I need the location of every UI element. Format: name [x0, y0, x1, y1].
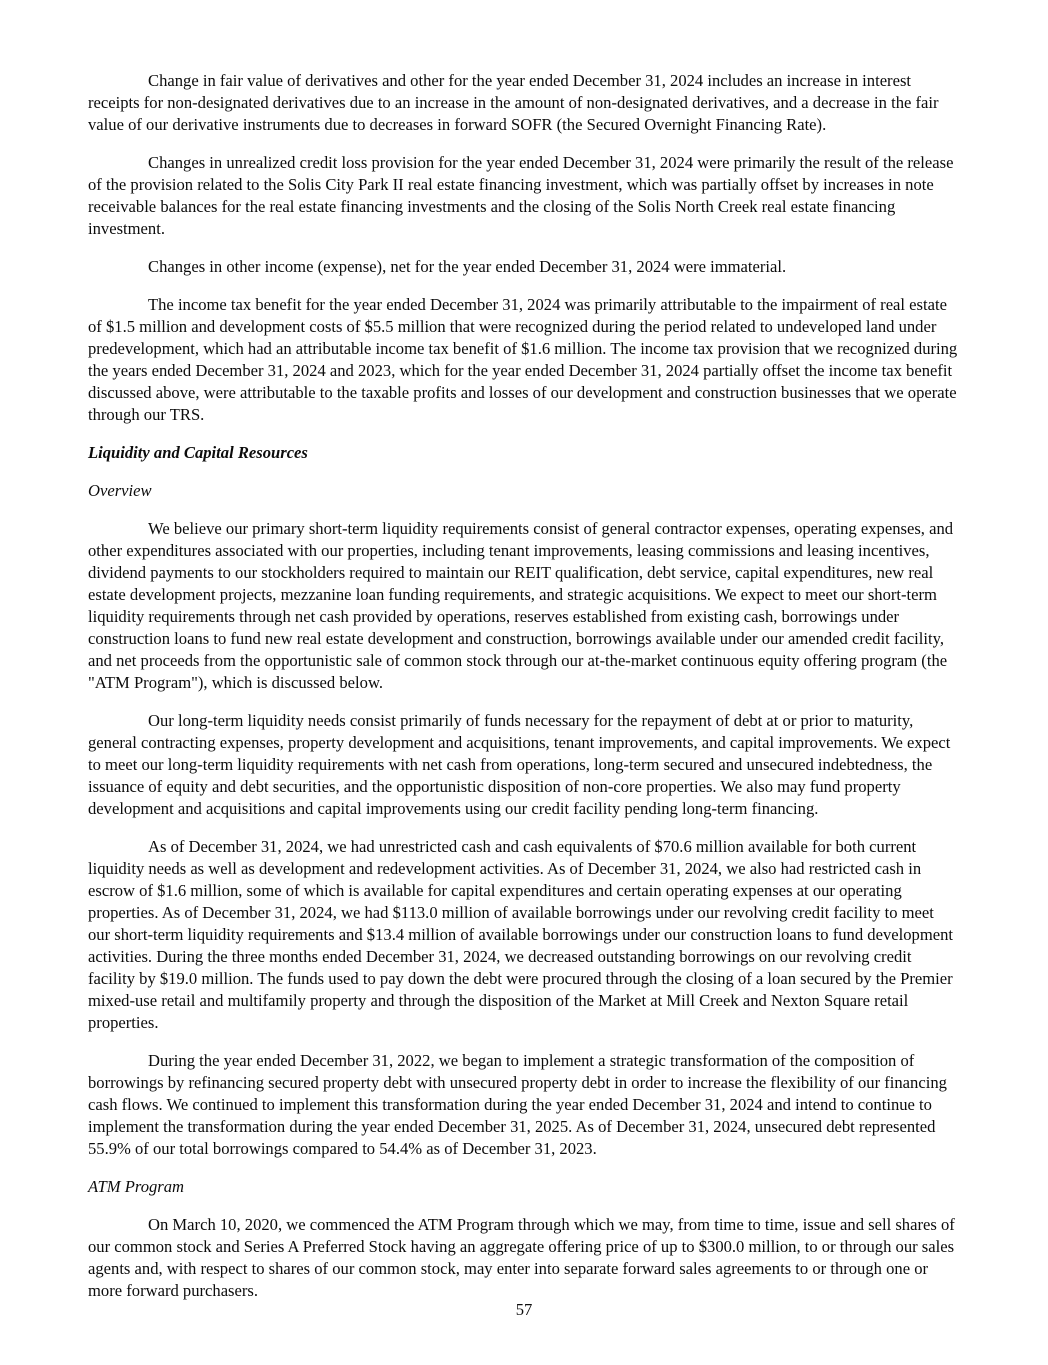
- paragraph-income-tax: The income tax benefit for the year ended December 31, 2024 was primarily attributable to the impairment of real estate of $1.5 million and development costs of $5.5 million that were recognized during the period related to undeveloped land under predevelopment, which had an attributable income tax benefit of $1.6 million. The income tax provision that we recognized during the years ended December 31, 2024 and 2023, which for the year ended December 31, 2024 partially offset the income tax benefit discussed above, were attributable to the taxable profits and losses of our development and construction businesses that we operate through our TRS.: [88, 295, 958, 424]
- paragraph-derivatives-fair-value: Change in fair value of derivatives and other for the year ended December 31, 2024 includes an increase in interest receipts for non-designated derivatives due to an increase in the amount of non-designated derivatives, and a decrease in the fair value of our derivative instruments due to decreases in forward SOFR (the Secured Overnight Financing Rate).: [88, 71, 939, 134]
- paragraph-credit-loss-provision: Changes in unrealized credit loss provision for the year ended December 31, 2024 were primarily the result of the release of the provision related to the Solis City Park II real estate financing investment, which was partially offset by increases in note receivable balances for the real estate financing investments and the closing of the Solis North Creek real estate financing investment.: [88, 153, 954, 238]
- subheading-atm-program: ATM Program: [88, 1177, 185, 1196]
- paragraph-atm-program-details: On March 10, 2020, we commenced the ATM Program through which we may, from time to time, issue and sell shares of our common stock and Series A Preferred Stock having an aggregate offering price of up to $300.0 million, to or through our sales agents and, with respect to shares of our common stock, may enter into separate forward sales agreements to or through one or more forward purchasers.: [88, 1215, 955, 1300]
- paragraph-debt-transformation: During the year ended December 31, 2022, we began to implement a strategic transformation of the composition of borrowings by refinancing secured property debt with unsecured property debt in order to increase the flexibility of our financing cash flows. We continued to implement this transformation during the year ended December 31, 2024 and intend to continue to implement the transformation during the year ended December 31, 2025. As of December 31, 2024, unsecured debt represented 55.9% of our total borrowings compared to 54.4% as of December 31, 2023.: [88, 1051, 947, 1158]
- section-heading-liquidity-capital-resources: Liquidity and Capital Resources: [88, 443, 308, 462]
- paragraph-short-term-liquidity: We believe our primary short-term liquidity requirements consist of general contractor expenses, operating expenses, and other expenditures associated with our properties, including tenant improvements, leasing commissions and leasing incentives, dividend payments to our stockholders required to maintain our REIT qualification, debt service, capital expenditures, new real estate development projects, mezzanine loan funding requirements, and strategic acquisitions. We expect to meet our short-term liquidity requirements through net cash provided by operations, reserves established from existing cash, borrowings under construction loans to fund new real estate development and construction, borrowings available under our amended credit facility, and net proceeds from the opportunistic sale of common stock through our at-the-market continuous equity offering program (the "ATM Program"), which is discussed below.: [88, 519, 954, 692]
- paragraph-other-income: Changes in other income (expense), net for the year ended December 31, 2024 were immaterial.: [148, 257, 787, 276]
- page-number: 57: [515, 1300, 533, 1319]
- paragraph-long-term-liquidity: Our long-term liquidity needs consist primarily of funds necessary for the repayment of debt at or prior to maturity, general contracting expenses, property development and acquisitions, tenant improvements, and capital improvements. We expect to meet our long-term liquidity requirements with net cash from operations, long-term secured and unsecured indebtedness, the issuance of equity and debt securities, and the opportunistic disposition of non-core properties. We also may fund property development and acquisitions and capital improvements using our credit facility pending long-term financing.: [88, 711, 951, 818]
- subheading-overview: Overview: [88, 481, 152, 500]
- paragraph-cash-and-borrowings: As of December 31, 2024, we had unrestricted cash and cash equivalents of $70.6 million available for both current liquidity needs as well as development and redevelopment activities. As of December 31, 2024, we also had restricted cash in escrow of $1.6 million, some of which is available for capital expenditures and certain operating expenses at our operating properties. As of December 31, 2024, we had $113.0 million of available borrowings under our revolving credit facility to meet our short-term liquidity requirements and $13.4 million of available borrowings under our construction loans to fund development activities. During the three months ended December 31, 2024, we decreased outstanding borrowings on our revolving credit facility by $19.0 million. The funds used to pay down the debt were procured through the closing of a loan secured by the Premier mixed-use retail and multifamily property and through the disposition of the Market at Mill Creek and Nexton Square retail properties.: [88, 837, 953, 1032]
